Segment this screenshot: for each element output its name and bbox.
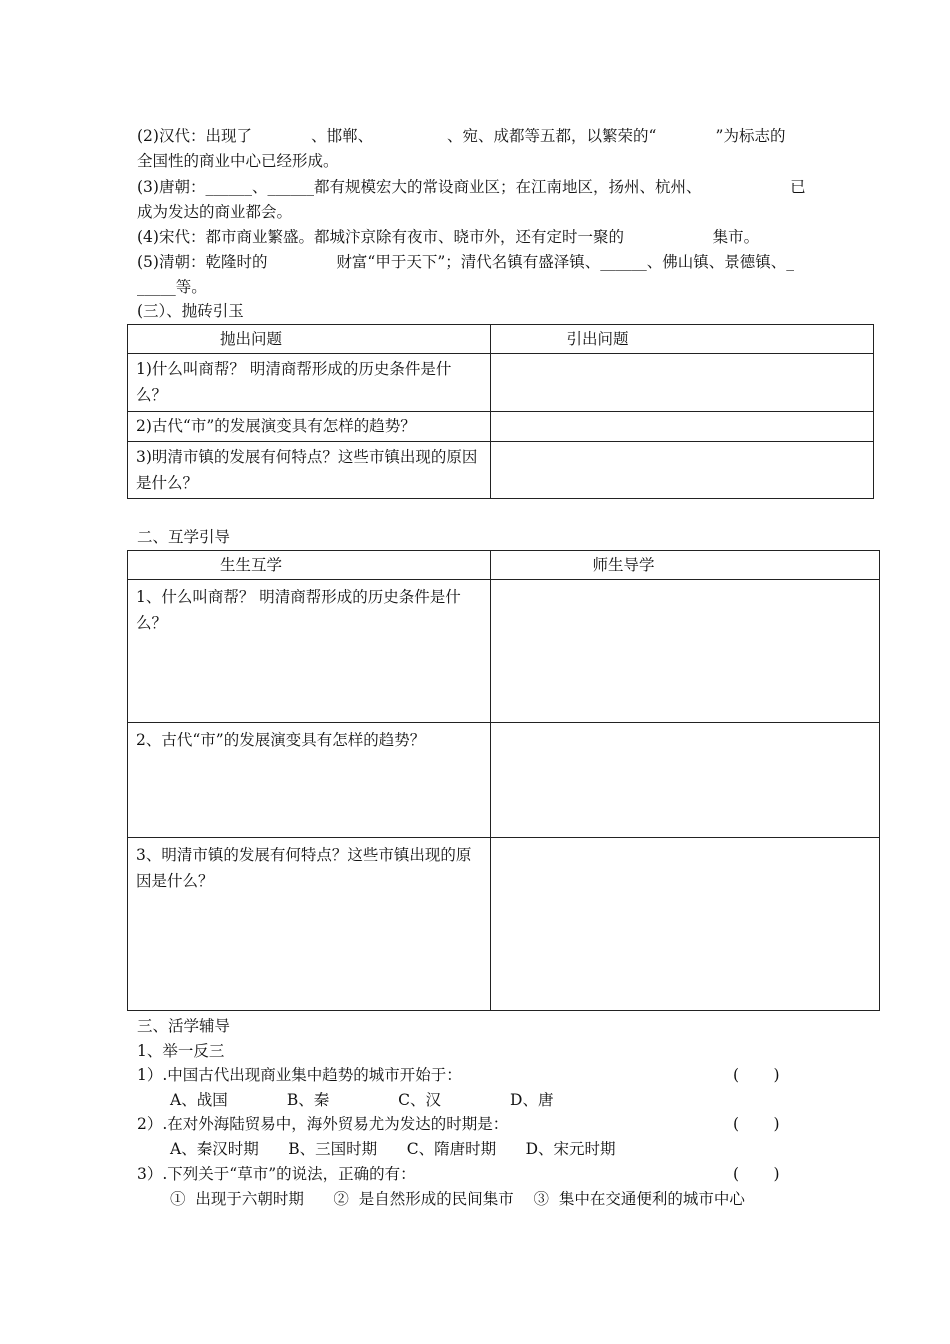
text-line: 全国性的商业中心已经形成。: [137, 152, 339, 170]
answer-paren[interactable]: ( ): [733, 1115, 780, 1133]
text-line: (5)清朝：乾隆时的 财富“甲于天下”；清代名镇有盛泽镇、______、佛山镇、景德镇、_: [137, 253, 795, 271]
answer-cell[interactable]: [490, 354, 873, 412]
question-options: ① 出现于六朝时期 ② 是自然形成的民间集市 ③ 集中在交通便利的城市中心: [170, 1190, 745, 1208]
text-line: (3)唐朝：______、______都有规模宏大的常设商业区；在江南地区，扬州、杭州、 已: [137, 178, 806, 196]
mutual-learning-table: [127, 550, 880, 1011]
question-stem: 2）.在对外海陆贸易中，海外贸易尤为发达的时期是：: [137, 1115, 509, 1133]
section-heading: 二、互学引导: [137, 528, 231, 546]
answer-cell[interactable]: [490, 838, 879, 1011]
text-line: (2)汉代：出现了 、邯郸、 、宛、成都等五都，以繁荣的“ ”为标志的: [137, 127, 786, 145]
table-cell: 2)古代“市”的发展演变具有怎样的趋势？: [128, 412, 491, 442]
answer-paren[interactable]: ( ): [733, 1066, 780, 1084]
answer-cell[interactable]: [490, 412, 873, 442]
answer-cell[interactable]: [490, 442, 873, 499]
question-options: A、战国 B、秦 C、汉 D、唐: [170, 1091, 554, 1109]
question-stem: 1）.中国古代出现商业集中趋势的城市开始于：: [137, 1066, 462, 1084]
table-header: 师生导学: [490, 551, 879, 580]
text-line: (4)宋代：都市商业繁盛。都城汴京除有夜市、晓市外，还有定时一聚的 集市。: [137, 228, 760, 246]
table-cell: 1、什么叫商帮？ 明清商帮形成的历史条件是什么？: [128, 580, 491, 723]
table-header: 引出问题: [490, 325, 873, 354]
text-line: _____等。: [137, 278, 207, 296]
answer-cell[interactable]: [490, 580, 879, 723]
subsection-heading: 1、举一反三: [137, 1042, 225, 1060]
section-heading: 三、活学辅导: [137, 1017, 231, 1035]
table-cell: 3、明清市镇的发展有何特点？这些市镇出现的原因是什么？: [128, 838, 491, 1011]
table-cell: 2、古代“市”的发展演变具有怎样的趋势？: [128, 723, 491, 838]
text-line: 成为发达的商业都会。: [137, 203, 293, 221]
answer-cell[interactable]: [490, 723, 879, 838]
table-header: 生生互学: [128, 551, 491, 580]
table-header: 抛出问题: [128, 325, 491, 354]
question-options: A、秦汉时期 B、三国时期 C、隋唐时期 D、宋元时期: [170, 1140, 616, 1158]
answer-paren[interactable]: ( ): [733, 1165, 780, 1183]
table-cell: 1)什么叫商帮？ 明清商帮形成的历史条件是什么？: [128, 354, 491, 412]
question-stem: 3）.下列关于“草市”的说法，正确的有：: [137, 1165, 416, 1183]
table-cell: 3)明清市镇的发展有何特点？这些市镇出现的原因是什么？: [128, 442, 491, 499]
section-heading: (三）、抛砖引玉: [137, 302, 244, 320]
brainstorm-table: [127, 324, 874, 499]
